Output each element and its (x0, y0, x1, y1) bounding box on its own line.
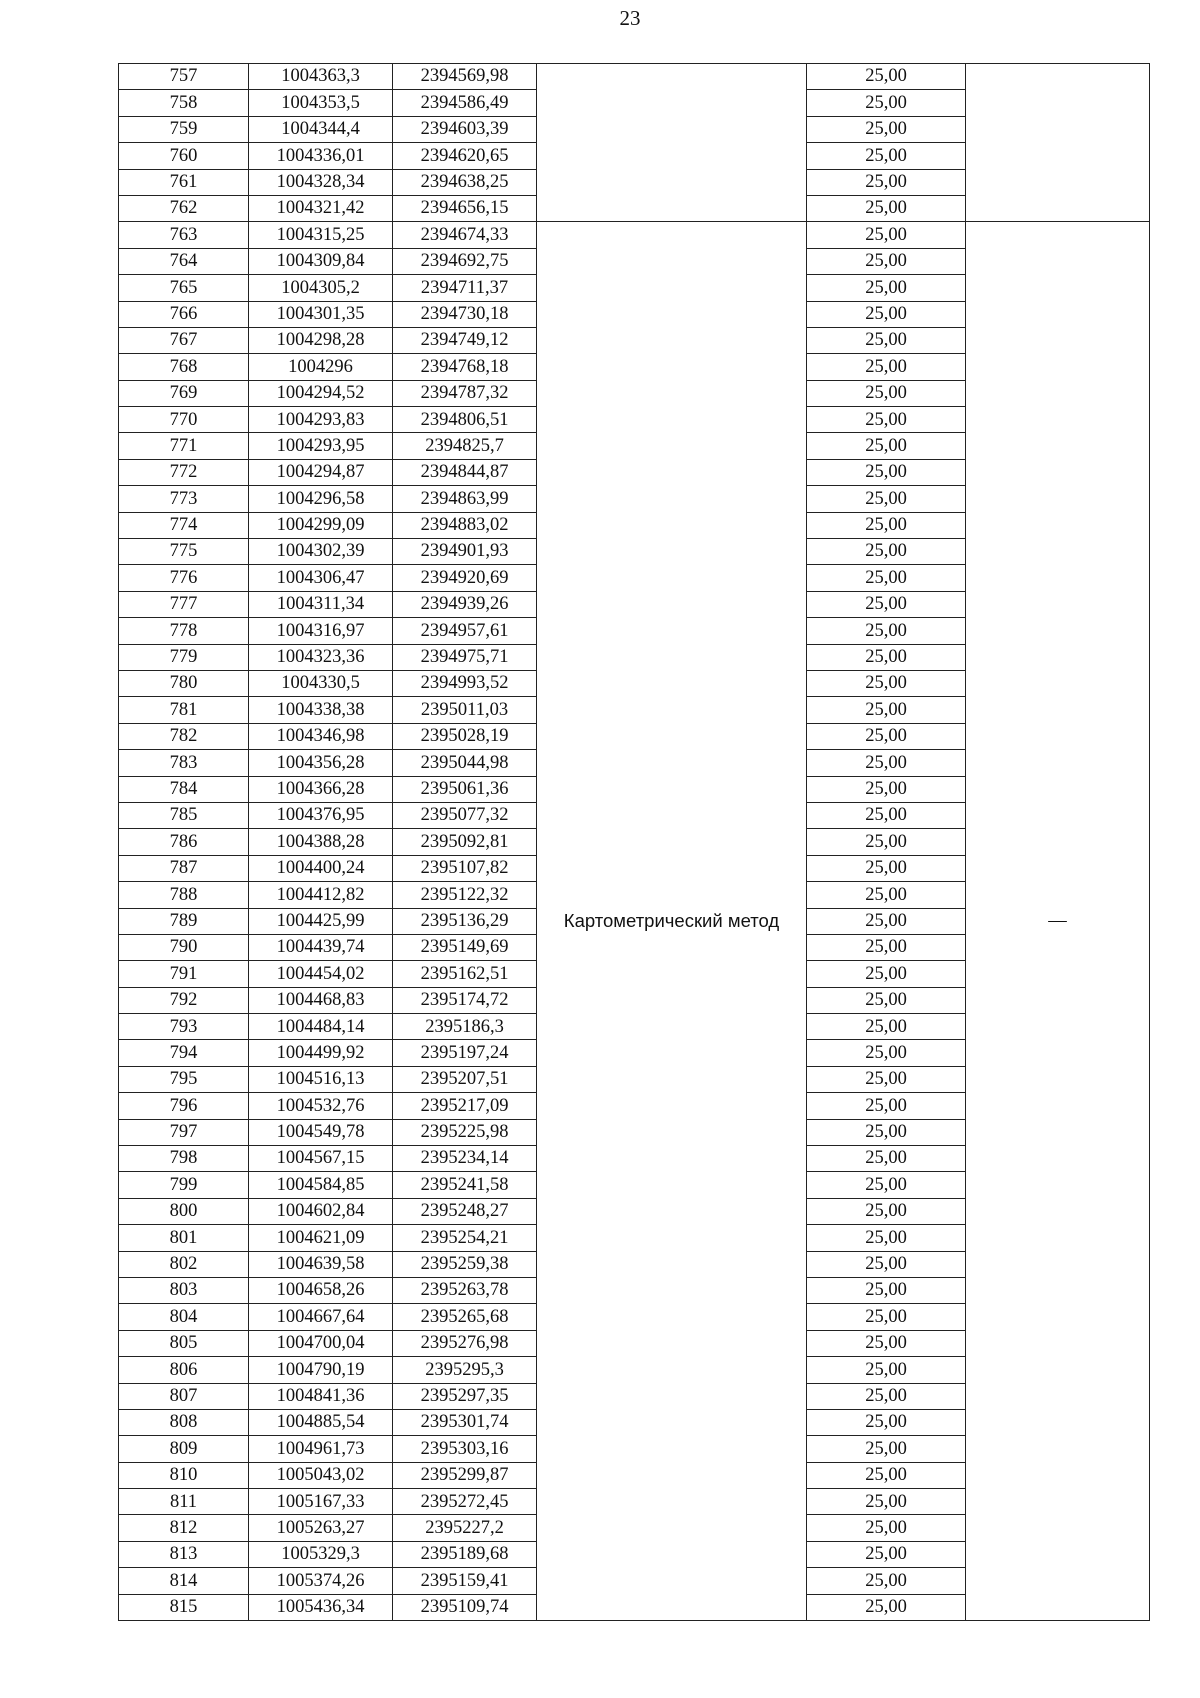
y-coordinate-cell: 2395122,32 (393, 882, 537, 908)
x-coordinate-cell: 1004293,83 (249, 407, 393, 433)
y-coordinate-cell: 2394692,75 (393, 248, 537, 274)
x-coordinate-cell: 1004330,5 (249, 670, 393, 696)
y-coordinate-cell: 2395265,68 (393, 1304, 537, 1330)
accuracy-cell: 25,00 (807, 539, 966, 565)
table-row (119, 222, 1150, 248)
accuracy-cell: 25,00 (807, 565, 966, 591)
y-coordinate-cell: 2394939,26 (393, 591, 537, 617)
point-number-cell: 776 (119, 565, 249, 591)
point-number-cell: 791 (119, 961, 249, 987)
accuracy-cell: 25,00 (807, 697, 966, 723)
accuracy-cell: 25,00 (807, 1330, 966, 1356)
y-coordinate-cell: 2395217,09 (393, 1093, 537, 1119)
point-number-cell: 759 (119, 116, 249, 142)
point-number-cell: 799 (119, 1172, 249, 1198)
point-number-cell: 788 (119, 882, 249, 908)
point-number-cell: 815 (119, 1594, 249, 1620)
point-number-cell: 779 (119, 644, 249, 670)
accuracy-cell: 25,00 (807, 1304, 966, 1330)
y-coordinate-cell: 2395186,3 (393, 1014, 537, 1040)
point-number-cell: 775 (119, 539, 249, 565)
accuracy-cell: 25,00 (807, 961, 966, 987)
x-coordinate-cell: 1004484,14 (249, 1014, 393, 1040)
x-coordinate-cell: 1004321,42 (249, 195, 393, 221)
accuracy-cell: 25,00 (807, 987, 966, 1013)
x-coordinate-cell: 1004363,3 (249, 64, 393, 90)
accuracy-cell: 25,00 (807, 670, 966, 696)
y-coordinate-cell: 2394638,25 (393, 169, 537, 195)
y-coordinate-cell: 2395259,38 (393, 1251, 537, 1277)
x-coordinate-cell: 1004658,26 (249, 1277, 393, 1303)
y-coordinate-cell: 2395174,72 (393, 987, 537, 1013)
table-row (119, 64, 1150, 90)
accuracy-cell: 25,00 (807, 1462, 966, 1488)
x-coordinate-cell: 1004316,97 (249, 618, 393, 644)
accuracy-cell: 25,00 (807, 407, 966, 433)
accuracy-cell: 25,00 (807, 195, 966, 221)
accuracy-cell: 25,00 (807, 512, 966, 538)
y-coordinate-cell: 2395297,35 (393, 1383, 537, 1409)
accuracy-cell: 25,00 (807, 1436, 966, 1462)
accuracy-cell: 25,00 (807, 750, 966, 776)
x-coordinate-cell: 1004293,95 (249, 433, 393, 459)
x-coordinate-cell: 1004885,54 (249, 1409, 393, 1435)
x-coordinate-cell: 1005263,27 (249, 1515, 393, 1541)
accuracy-cell: 25,00 (807, 486, 966, 512)
point-number-cell: 793 (119, 1014, 249, 1040)
y-coordinate-cell: 2394901,93 (393, 539, 537, 565)
accuracy-cell: 25,00 (807, 143, 966, 169)
y-coordinate-cell: 2394768,18 (393, 354, 537, 380)
accuracy-cell: 25,00 (807, 934, 966, 960)
point-number-cell: 770 (119, 407, 249, 433)
y-coordinate-cell: 2395011,03 (393, 697, 537, 723)
x-coordinate-cell: 1004549,78 (249, 1119, 393, 1145)
point-number-cell: 804 (119, 1304, 249, 1330)
y-coordinate-cell: 2395254,21 (393, 1225, 537, 1251)
accuracy-cell: 25,00 (807, 1357, 966, 1383)
point-number-cell: 797 (119, 1119, 249, 1145)
accuracy-cell: 25,00 (807, 90, 966, 116)
y-coordinate-cell: 2395061,36 (393, 776, 537, 802)
x-coordinate-cell: 1005374,26 (249, 1568, 393, 1594)
x-coordinate-cell: 1004499,92 (249, 1040, 393, 1066)
accuracy-cell: 25,00 (807, 1277, 966, 1303)
x-coordinate-cell: 1004516,13 (249, 1066, 393, 1092)
x-coordinate-cell: 1004344,4 (249, 116, 393, 142)
x-coordinate-cell: 1004302,39 (249, 539, 393, 565)
y-coordinate-cell: 2395299,87 (393, 1462, 537, 1488)
y-coordinate-cell: 2395303,16 (393, 1436, 537, 1462)
x-coordinate-cell: 1004841,36 (249, 1383, 393, 1409)
y-coordinate-cell: 2395109,74 (393, 1594, 537, 1620)
y-coordinate-cell: 2395234,14 (393, 1146, 537, 1172)
x-coordinate-cell: 1004294,87 (249, 459, 393, 485)
x-coordinate-cell: 1004532,76 (249, 1093, 393, 1119)
x-coordinate-cell: 1004400,24 (249, 855, 393, 881)
point-number-cell: 811 (119, 1489, 249, 1515)
x-coordinate-cell: 1005043,02 (249, 1462, 393, 1488)
y-coordinate-cell: 2394730,18 (393, 301, 537, 327)
x-coordinate-cell: 1004311,34 (249, 591, 393, 617)
x-coordinate-cell: 1004353,5 (249, 90, 393, 116)
accuracy-cell: 25,00 (807, 459, 966, 485)
x-coordinate-cell: 1004602,84 (249, 1198, 393, 1224)
y-coordinate-cell: 2394569,98 (393, 64, 537, 90)
x-coordinate-cell: 1004439,74 (249, 934, 393, 960)
y-coordinate-cell: 2395207,51 (393, 1066, 537, 1092)
point-number-cell: 758 (119, 90, 249, 116)
y-coordinate-cell: 2395272,45 (393, 1489, 537, 1515)
accuracy-cell: 25,00 (807, 1119, 966, 1145)
accuracy-cell: 25,00 (807, 1489, 966, 1515)
accuracy-cell: 25,00 (807, 327, 966, 353)
point-number-cell: 767 (119, 327, 249, 353)
x-coordinate-cell: 1004328,34 (249, 169, 393, 195)
point-number-cell: 808 (119, 1409, 249, 1435)
accuracy-cell: 25,00 (807, 882, 966, 908)
method-cell-empty (537, 64, 807, 222)
accuracy-cell: 25,00 (807, 354, 966, 380)
point-number-cell: 765 (119, 275, 249, 301)
point-number-cell: 781 (119, 697, 249, 723)
note-cell-empty (966, 64, 1150, 222)
y-coordinate-cell: 2394603,39 (393, 116, 537, 142)
accuracy-cell: 25,00 (807, 1251, 966, 1277)
point-number-cell: 780 (119, 670, 249, 696)
x-coordinate-cell: 1004309,84 (249, 248, 393, 274)
y-coordinate-cell: 2395225,98 (393, 1119, 537, 1145)
y-coordinate-cell: 2394975,71 (393, 644, 537, 670)
point-number-cell: 784 (119, 776, 249, 802)
point-number-cell: 813 (119, 1541, 249, 1567)
accuracy-cell: 25,00 (807, 301, 966, 327)
x-coordinate-cell: 1004639,58 (249, 1251, 393, 1277)
y-coordinate-cell: 2395092,81 (393, 829, 537, 855)
accuracy-cell: 25,00 (807, 644, 966, 670)
point-number-cell: 778 (119, 618, 249, 644)
accuracy-cell: 25,00 (807, 1040, 966, 1066)
accuracy-cell: 25,00 (807, 1198, 966, 1224)
x-coordinate-cell: 1004366,28 (249, 776, 393, 802)
point-number-cell: 757 (119, 64, 249, 90)
point-number-cell: 785 (119, 802, 249, 828)
point-number-cell: 790 (119, 934, 249, 960)
x-coordinate-cell: 1004667,64 (249, 1304, 393, 1330)
y-coordinate-cell: 2395159,41 (393, 1568, 537, 1594)
y-coordinate-cell: 2394586,49 (393, 90, 537, 116)
x-coordinate-cell: 1005329,3 (249, 1541, 393, 1567)
x-coordinate-cell: 1004388,28 (249, 829, 393, 855)
y-coordinate-cell: 2394920,69 (393, 565, 537, 591)
y-coordinate-cell: 2394656,15 (393, 195, 537, 221)
page-number: 23 (619, 6, 641, 30)
point-number-cell: 809 (119, 1436, 249, 1462)
y-coordinate-cell: 2394844,87 (393, 459, 537, 485)
y-coordinate-cell: 2395162,51 (393, 961, 537, 987)
accuracy-cell: 25,00 (807, 1594, 966, 1620)
point-number-cell: 805 (119, 1330, 249, 1356)
accuracy-cell: 25,00 (807, 908, 966, 934)
y-coordinate-cell: 2395295,3 (393, 1357, 537, 1383)
accuracy-cell: 25,00 (807, 116, 966, 142)
x-coordinate-cell: 1004961,73 (249, 1436, 393, 1462)
x-coordinate-cell: 1004468,83 (249, 987, 393, 1013)
point-number-cell: 807 (119, 1383, 249, 1409)
point-number-cell: 803 (119, 1277, 249, 1303)
y-coordinate-cell: 2395197,24 (393, 1040, 537, 1066)
point-number-cell: 800 (119, 1198, 249, 1224)
y-coordinate-cell: 2394863,99 (393, 486, 537, 512)
x-coordinate-cell: 1004294,52 (249, 380, 393, 406)
point-number-cell: 787 (119, 855, 249, 881)
point-number-cell: 801 (119, 1225, 249, 1251)
accuracy-cell: 25,00 (807, 1541, 966, 1567)
point-number-cell: 764 (119, 248, 249, 274)
accuracy-cell: 25,00 (807, 380, 966, 406)
y-coordinate-cell: 2395077,32 (393, 802, 537, 828)
x-coordinate-cell: 1004315,25 (249, 222, 393, 248)
accuracy-cell: 25,00 (807, 1093, 966, 1119)
x-coordinate-cell: 1004425,99 (249, 908, 393, 934)
accuracy-cell: 25,00 (807, 169, 966, 195)
accuracy-cell: 25,00 (807, 618, 966, 644)
point-number-cell: 774 (119, 512, 249, 538)
point-number-cell: 772 (119, 459, 249, 485)
point-number-cell: 760 (119, 143, 249, 169)
y-coordinate-cell: 2395028,19 (393, 723, 537, 749)
point-number-cell: 806 (119, 1357, 249, 1383)
y-coordinate-cell: 2394711,37 (393, 275, 537, 301)
x-coordinate-cell: 1004296,58 (249, 486, 393, 512)
x-coordinate-cell: 1004301,35 (249, 301, 393, 327)
point-number-cell: 766 (119, 301, 249, 327)
accuracy-cell: 25,00 (807, 1146, 966, 1172)
point-number-cell: 763 (119, 222, 249, 248)
point-number-cell: 786 (119, 829, 249, 855)
y-coordinate-cell: 2395276,98 (393, 1330, 537, 1356)
y-coordinate-cell: 2394749,12 (393, 327, 537, 353)
accuracy-cell: 25,00 (807, 776, 966, 802)
accuracy-cell: 25,00 (807, 723, 966, 749)
accuracy-cell: 25,00 (807, 1225, 966, 1251)
x-coordinate-cell: 1004299,09 (249, 512, 393, 538)
accuracy-cell: 25,00 (807, 802, 966, 828)
x-coordinate-cell: 1004584,85 (249, 1172, 393, 1198)
accuracy-cell: 25,00 (807, 1172, 966, 1198)
y-coordinate-cell: 2394957,61 (393, 618, 537, 644)
x-coordinate-cell: 1004621,09 (249, 1225, 393, 1251)
accuracy-cell: 25,00 (807, 248, 966, 274)
x-coordinate-cell: 1004346,98 (249, 723, 393, 749)
accuracy-cell: 25,00 (807, 591, 966, 617)
y-coordinate-cell: 2395241,58 (393, 1172, 537, 1198)
x-coordinate-cell: 1004376,95 (249, 802, 393, 828)
point-number-cell: 814 (119, 1568, 249, 1594)
y-coordinate-cell: 2395301,74 (393, 1409, 537, 1435)
x-coordinate-cell: 1005436,34 (249, 1594, 393, 1620)
y-coordinate-cell: 2395107,82 (393, 855, 537, 881)
y-coordinate-cell: 2395263,78 (393, 1277, 537, 1303)
point-number-cell: 792 (119, 987, 249, 1013)
point-number-cell: 771 (119, 433, 249, 459)
x-coordinate-cell: 1004700,04 (249, 1330, 393, 1356)
accuracy-cell: 25,00 (807, 1409, 966, 1435)
point-number-cell: 789 (119, 908, 249, 934)
y-coordinate-cell: 2395227,2 (393, 1515, 537, 1541)
accuracy-cell: 25,00 (807, 64, 966, 90)
point-number-cell: 796 (119, 1093, 249, 1119)
point-number-cell: 798 (119, 1146, 249, 1172)
x-coordinate-cell: 1004336,01 (249, 143, 393, 169)
x-coordinate-cell: 1004305,2 (249, 275, 393, 301)
accuracy-cell: 25,00 (807, 433, 966, 459)
accuracy-cell: 25,00 (807, 829, 966, 855)
x-coordinate-cell: 1004412,82 (249, 882, 393, 908)
y-coordinate-cell: 2394620,65 (393, 143, 537, 169)
x-coordinate-cell: 1004790,19 (249, 1357, 393, 1383)
y-coordinate-cell: 2394787,32 (393, 380, 537, 406)
accuracy-cell: 25,00 (807, 1066, 966, 1092)
y-coordinate-cell: 2395136,29 (393, 908, 537, 934)
method-cell: Картометрический метод (537, 222, 807, 1621)
note-cell: — (966, 222, 1150, 1621)
point-number-cell: 782 (119, 723, 249, 749)
y-coordinate-cell: 2394674,33 (393, 222, 537, 248)
point-number-cell: 812 (119, 1515, 249, 1541)
point-number-cell: 769 (119, 380, 249, 406)
point-number-cell: 762 (119, 195, 249, 221)
y-coordinate-cell: 2394806,51 (393, 407, 537, 433)
x-coordinate-cell: 1004306,47 (249, 565, 393, 591)
accuracy-cell: 25,00 (807, 855, 966, 881)
point-number-cell: 794 (119, 1040, 249, 1066)
accuracy-cell: 25,00 (807, 1383, 966, 1409)
point-number-cell: 777 (119, 591, 249, 617)
point-number-cell: 761 (119, 169, 249, 195)
y-coordinate-cell: 2394883,02 (393, 512, 537, 538)
x-coordinate-cell: 1004454,02 (249, 961, 393, 987)
x-coordinate-cell: 1004356,28 (249, 750, 393, 776)
point-number-cell: 802 (119, 1251, 249, 1277)
accuracy-cell: 25,00 (807, 1014, 966, 1040)
x-coordinate-cell: 1004567,15 (249, 1146, 393, 1172)
y-coordinate-cell: 2394993,52 (393, 670, 537, 696)
x-coordinate-cell: 1004296 (249, 354, 393, 380)
point-number-cell: 768 (119, 354, 249, 380)
x-coordinate-cell: 1005167,33 (249, 1489, 393, 1515)
x-coordinate-cell: 1004323,36 (249, 644, 393, 670)
x-coordinate-cell: 1004338,38 (249, 697, 393, 723)
x-coordinate-cell: 1004298,28 (249, 327, 393, 353)
point-number-cell: 795 (119, 1066, 249, 1092)
coordinates-table-body (119, 64, 1150, 1621)
y-coordinate-cell: 2395149,69 (393, 934, 537, 960)
point-number-cell: 773 (119, 486, 249, 512)
y-coordinate-cell: 2395189,68 (393, 1541, 537, 1567)
accuracy-cell: 25,00 (807, 222, 966, 248)
accuracy-cell: 25,00 (807, 1568, 966, 1594)
point-number-cell: 810 (119, 1462, 249, 1488)
coordinates-table (118, 63, 1150, 1621)
accuracy-cell: 25,00 (807, 275, 966, 301)
accuracy-cell: 25,00 (807, 1515, 966, 1541)
y-coordinate-cell: 2394825,7 (393, 433, 537, 459)
y-coordinate-cell: 2395248,27 (393, 1198, 537, 1224)
point-number-cell: 783 (119, 750, 249, 776)
y-coordinate-cell: 2395044,98 (393, 750, 537, 776)
